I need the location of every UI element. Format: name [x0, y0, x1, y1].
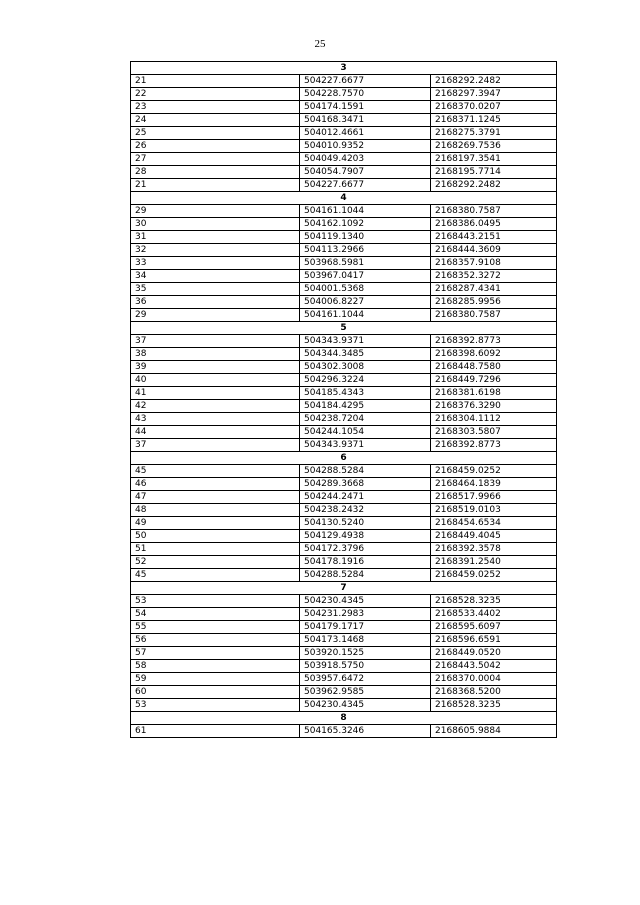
section-header-row	[131, 582, 557, 595]
x-coordinate-cell: 503968.5981	[300, 257, 431, 270]
y-coordinate-cell: 2168398.6092	[431, 348, 557, 361]
x-coordinate-cell: 503962.9585	[300, 686, 431, 699]
table-row	[131, 647, 557, 660]
table-row	[131, 686, 557, 699]
point-number-cell: 37	[131, 439, 300, 452]
y-coordinate-cell: 2168371.1245	[431, 114, 557, 127]
table-row	[131, 270, 557, 283]
table-row	[131, 621, 557, 634]
x-coordinate-cell: 504172.3796	[300, 543, 431, 556]
point-number-cell: 52	[131, 556, 300, 569]
point-number-cell: 35	[131, 283, 300, 296]
x-coordinate-cell: 504288.5284	[300, 569, 431, 582]
section-header-row	[131, 712, 557, 725]
y-coordinate-cell: 2168380.7587	[431, 205, 557, 218]
x-coordinate-cell: 504006.8227	[300, 296, 431, 309]
y-coordinate-cell: 2168304.1112	[431, 413, 557, 426]
x-coordinate-cell: 504185.4343	[300, 387, 431, 400]
x-coordinate-cell: 504231.2983	[300, 608, 431, 621]
y-coordinate-cell: 2168376.3290	[431, 400, 557, 413]
x-coordinate-cell: 504344.3485	[300, 348, 431, 361]
table-row	[131, 569, 557, 582]
point-number-cell: 26	[131, 140, 300, 153]
table-row	[131, 205, 557, 218]
point-number-cell: 51	[131, 543, 300, 556]
point-number-cell: 44	[131, 426, 300, 439]
table-row	[131, 400, 557, 413]
point-number-cell: 40	[131, 374, 300, 387]
table-row	[131, 166, 557, 179]
table-row	[131, 101, 557, 114]
section-label: 8	[131, 712, 557, 725]
point-number-cell: 33	[131, 257, 300, 270]
point-number-cell: 41	[131, 387, 300, 400]
x-coordinate-cell: 504054.7907	[300, 166, 431, 179]
y-coordinate-cell: 2168444.3609	[431, 244, 557, 257]
x-coordinate-cell: 504244.1054	[300, 426, 431, 439]
y-coordinate-cell: 2168528.3235	[431, 699, 557, 712]
table-row	[131, 257, 557, 270]
x-coordinate-cell: 504174.1591	[300, 101, 431, 114]
point-number-cell: 56	[131, 634, 300, 647]
y-coordinate-cell: 2168459.0252	[431, 569, 557, 582]
y-coordinate-cell: 2168595.6097	[431, 621, 557, 634]
table-row	[131, 517, 557, 530]
y-coordinate-cell: 2168368.5200	[431, 686, 557, 699]
y-coordinate-cell: 2168449.4045	[431, 530, 557, 543]
coordinates-table	[130, 61, 557, 738]
x-coordinate-cell: 504238.2432	[300, 504, 431, 517]
table-row	[131, 699, 557, 712]
point-number-cell: 45	[131, 465, 300, 478]
x-coordinate-cell: 504343.9371	[300, 335, 431, 348]
point-number-cell: 25	[131, 127, 300, 140]
point-number-cell: 45	[131, 569, 300, 582]
y-coordinate-cell: 2168370.0207	[431, 101, 557, 114]
section-label: 6	[131, 452, 557, 465]
y-coordinate-cell: 2168287.4341	[431, 283, 557, 296]
x-coordinate-cell: 503920.1525	[300, 647, 431, 660]
table-row	[131, 413, 557, 426]
x-coordinate-cell: 504230.4345	[300, 595, 431, 608]
point-number-cell: 43	[131, 413, 300, 426]
point-number-cell: 38	[131, 348, 300, 361]
table-row	[131, 374, 557, 387]
table-row	[131, 153, 557, 166]
y-coordinate-cell: 2168292.2482	[431, 179, 557, 192]
x-coordinate-cell: 504119.1340	[300, 231, 431, 244]
point-number-cell: 57	[131, 647, 300, 660]
x-coordinate-cell: 504049.4203	[300, 153, 431, 166]
x-coordinate-cell: 504165.3246	[300, 725, 431, 738]
x-coordinate-cell: 504184.4295	[300, 400, 431, 413]
table-row	[131, 634, 557, 647]
x-coordinate-cell: 504001.5368	[300, 283, 431, 296]
table-row	[131, 439, 557, 452]
point-number-cell: 54	[131, 608, 300, 621]
point-number-cell: 24	[131, 114, 300, 127]
point-number-cell: 53	[131, 699, 300, 712]
table-row	[131, 608, 557, 621]
point-number-cell: 34	[131, 270, 300, 283]
x-coordinate-cell: 504173.1468	[300, 634, 431, 647]
section-header-row	[131, 322, 557, 335]
point-number-cell: 27	[131, 153, 300, 166]
y-coordinate-cell: 2168392.8773	[431, 439, 557, 452]
table-row	[131, 296, 557, 309]
table-row	[131, 556, 557, 569]
point-number-cell: 23	[131, 101, 300, 114]
x-coordinate-cell: 504296.3224	[300, 374, 431, 387]
y-coordinate-cell: 2168459.0252	[431, 465, 557, 478]
x-coordinate-cell: 504227.6677	[300, 179, 431, 192]
y-coordinate-cell: 2168605.9884	[431, 725, 557, 738]
point-number-cell: 61	[131, 725, 300, 738]
y-coordinate-cell: 2168449.7296	[431, 374, 557, 387]
section-label: 5	[131, 322, 557, 335]
point-number-cell: 36	[131, 296, 300, 309]
table-row	[131, 283, 557, 296]
x-coordinate-cell: 504178.1916	[300, 556, 431, 569]
point-number-cell: 48	[131, 504, 300, 517]
x-coordinate-cell: 503957.6472	[300, 673, 431, 686]
x-coordinate-cell: 504230.4345	[300, 699, 431, 712]
y-coordinate-cell: 2168275.3791	[431, 127, 557, 140]
x-coordinate-cell: 504113.2966	[300, 244, 431, 257]
y-coordinate-cell: 2168357.9108	[431, 257, 557, 270]
point-number-cell: 47	[131, 491, 300, 504]
y-coordinate-cell: 2168386.0495	[431, 218, 557, 231]
y-coordinate-cell: 2168454.6534	[431, 517, 557, 530]
table-row	[131, 660, 557, 673]
x-coordinate-cell: 503918.5750	[300, 660, 431, 673]
point-number-cell: 30	[131, 218, 300, 231]
section-label: 4	[131, 192, 557, 205]
table-row	[131, 140, 557, 153]
x-coordinate-cell: 504012.4661	[300, 127, 431, 140]
table-row	[131, 88, 557, 101]
table-row	[131, 725, 557, 738]
table-row	[131, 478, 557, 491]
y-coordinate-cell: 2168370.0004	[431, 673, 557, 686]
y-coordinate-cell: 2168528.3235	[431, 595, 557, 608]
section-header-row	[131, 452, 557, 465]
point-number-cell: 46	[131, 478, 300, 491]
table-row	[131, 387, 557, 400]
y-coordinate-cell: 2168285.9956	[431, 296, 557, 309]
x-coordinate-cell: 504179.1717	[300, 621, 431, 634]
y-coordinate-cell: 2168449.0520	[431, 647, 557, 660]
table-row	[131, 361, 557, 374]
y-coordinate-cell: 2168517.9966	[431, 491, 557, 504]
point-number-cell: 32	[131, 244, 300, 257]
x-coordinate-cell: 504289.3668	[300, 478, 431, 491]
table-row	[131, 673, 557, 686]
point-number-cell: 49	[131, 517, 300, 530]
table-row	[131, 335, 557, 348]
point-number-cell: 58	[131, 660, 300, 673]
x-coordinate-cell: 504129.4938	[300, 530, 431, 543]
point-number-cell: 28	[131, 166, 300, 179]
y-coordinate-cell: 2168596.6591	[431, 634, 557, 647]
x-coordinate-cell: 504130.5240	[300, 517, 431, 530]
x-coordinate-cell: 504162.1092	[300, 218, 431, 231]
y-coordinate-cell: 2168292.2482	[431, 75, 557, 88]
point-number-cell: 29	[131, 205, 300, 218]
table-row	[131, 218, 557, 231]
y-coordinate-cell: 2168443.5042	[431, 660, 557, 673]
point-number-cell: 21	[131, 179, 300, 192]
coordinates-table-body	[131, 62, 557, 738]
section-header-row	[131, 192, 557, 205]
x-coordinate-cell: 504161.1044	[300, 205, 431, 218]
x-coordinate-cell: 504238.7204	[300, 413, 431, 426]
x-coordinate-cell: 504227.6677	[300, 75, 431, 88]
point-number-cell: 42	[131, 400, 300, 413]
x-coordinate-cell: 504343.9371	[300, 439, 431, 452]
section-header-row	[131, 62, 557, 75]
y-coordinate-cell: 2168381.6198	[431, 387, 557, 400]
point-number-cell: 22	[131, 88, 300, 101]
y-coordinate-cell: 2168269.7536	[431, 140, 557, 153]
section-label: 3	[131, 62, 557, 75]
point-number-cell: 59	[131, 673, 300, 686]
x-coordinate-cell: 504010.9352	[300, 140, 431, 153]
table-row	[131, 309, 557, 322]
y-coordinate-cell: 2168380.7587	[431, 309, 557, 322]
page-number: 25	[314, 38, 326, 50]
table-row	[131, 491, 557, 504]
x-coordinate-cell: 504168.3471	[300, 114, 431, 127]
y-coordinate-cell: 2168448.7580	[431, 361, 557, 374]
x-coordinate-cell: 504228.7570	[300, 88, 431, 101]
y-coordinate-cell: 2168519.0103	[431, 504, 557, 517]
table-row	[131, 348, 557, 361]
x-coordinate-cell: 504244.2471	[300, 491, 431, 504]
y-coordinate-cell: 2168392.8773	[431, 335, 557, 348]
table-row	[131, 179, 557, 192]
x-coordinate-cell: 504288.5284	[300, 465, 431, 478]
point-number-cell: 55	[131, 621, 300, 634]
point-number-cell: 31	[131, 231, 300, 244]
y-coordinate-cell: 2168303.5807	[431, 426, 557, 439]
table-row	[131, 465, 557, 478]
table-row	[131, 75, 557, 88]
y-coordinate-cell: 2168464.1839	[431, 478, 557, 491]
point-number-cell: 29	[131, 309, 300, 322]
table-row	[131, 231, 557, 244]
x-coordinate-cell: 504302.3008	[300, 361, 431, 374]
table-row	[131, 127, 557, 140]
section-label: 7	[131, 582, 557, 595]
table-row	[131, 426, 557, 439]
y-coordinate-cell: 2168443.2151	[431, 231, 557, 244]
table-row	[131, 530, 557, 543]
table-row	[131, 595, 557, 608]
y-coordinate-cell: 2168391.2540	[431, 556, 557, 569]
point-number-cell: 21	[131, 75, 300, 88]
y-coordinate-cell: 2168352.3272	[431, 270, 557, 283]
y-coordinate-cell: 2168197.3541	[431, 153, 557, 166]
table-row	[131, 504, 557, 517]
point-number-cell: 37	[131, 335, 300, 348]
point-number-cell: 60	[131, 686, 300, 699]
x-coordinate-cell: 504161.1044	[300, 309, 431, 322]
y-coordinate-cell: 2168297.3947	[431, 88, 557, 101]
y-coordinate-cell: 2168533.4402	[431, 608, 557, 621]
table-row	[131, 543, 557, 556]
table-row	[131, 244, 557, 257]
point-number-cell: 53	[131, 595, 300, 608]
table-row	[131, 114, 557, 127]
y-coordinate-cell: 2168195.7714	[431, 166, 557, 179]
y-coordinate-cell: 2168392.3578	[431, 543, 557, 556]
x-coordinate-cell: 503967.0417	[300, 270, 431, 283]
point-number-cell: 39	[131, 361, 300, 374]
point-number-cell: 50	[131, 530, 300, 543]
